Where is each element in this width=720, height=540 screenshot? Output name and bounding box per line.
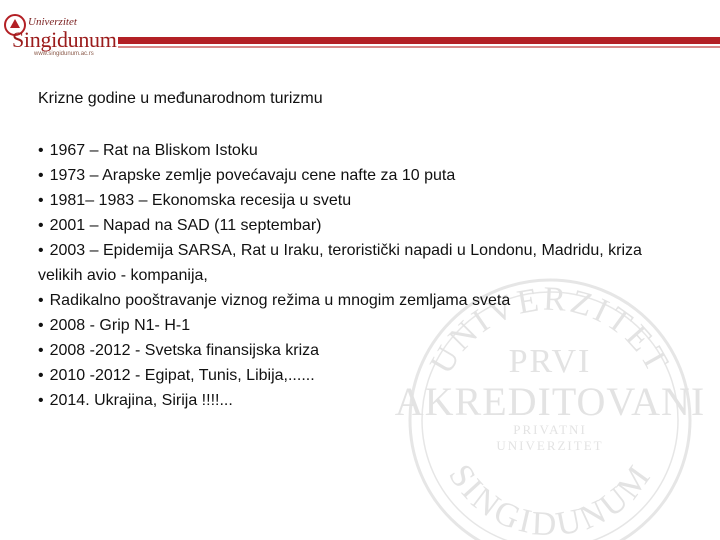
bullet-icon: • [38, 142, 44, 159]
bullet-icon: • [38, 217, 44, 234]
logo-url-text: www.singidunum.ac.rs [34, 51, 94, 57]
watermark-arc-top: UNIVERZITET [423, 280, 677, 381]
watermark-line3: PRIVATNI [513, 422, 587, 437]
bullet-list [38, 138, 688, 413]
svg-text:SINGIDUNUM [441, 457, 659, 540]
university-logo [4, 12, 116, 56]
logo-top-text: Univerzitet [28, 16, 77, 28]
list-item [38, 288, 688, 313]
list-item [38, 338, 688, 363]
list-item-text: Radikalno pooštravanje viznog režima u mnogim zemljama sveta [49, 292, 511, 309]
list-item [38, 238, 688, 288]
list-item [38, 313, 688, 338]
list-item [38, 213, 688, 238]
watermark-line4: UNIVERZITET [496, 438, 604, 453]
bullet-icon: • [38, 367, 44, 384]
bullet-icon: • [38, 342, 44, 359]
list-item [38, 138, 688, 163]
watermark-line1: PRVI [508, 343, 592, 380]
list-item [38, 163, 688, 188]
bullet-icon: • [38, 317, 44, 334]
bullet-icon: • [38, 292, 44, 309]
bullet-icon: • [38, 242, 44, 259]
list-item-text: 2008 - Grip N1- H-1 [49, 317, 191, 334]
list-item-text: 2003 – Epidemija SARSA, Rat u Iraku, teroristički napadi u Londonu, Madridu, kriza velikih avio - kompanija, [38, 242, 642, 284]
list-item [38, 388, 688, 413]
list-item-text: 1981– 1983 – Ekonomska recesija u svetu [49, 192, 352, 209]
list-item [38, 363, 688, 388]
slide-title: Krizne godine u međunarodnom turizmu [38, 90, 323, 107]
list-item-text: 2014. Ukrajina, Sirija !!!!... [49, 392, 233, 409]
list-item-text: 2010 -2012 - Egipat, Tunis, Libija,...... [49, 367, 315, 384]
header-bar-thin [118, 46, 720, 48]
list-item-text: 2008 -2012 - Svetska finansijska kriza [49, 342, 320, 359]
logo-main-text: Singidunum [12, 27, 117, 52]
bullet-icon: • [38, 192, 44, 209]
watermark-line2: AKREDITOVANI [394, 379, 706, 424]
list-item [38, 188, 688, 213]
list-item-text: 2001 – Napad na SAD (11 septembar) [49, 217, 322, 234]
watermark-arc-bottom: SINGIDUNUM [441, 457, 660, 540]
list-item-text: 1973 – Arapske zemlje povećavaju cene nafte za 10 puta [49, 167, 456, 184]
header-bar [118, 37, 720, 44]
list-item-text: 1967 – Rat na Bliskom Istoku [49, 142, 258, 159]
bullet-icon: • [38, 392, 44, 409]
bullet-icon: • [38, 167, 44, 184]
